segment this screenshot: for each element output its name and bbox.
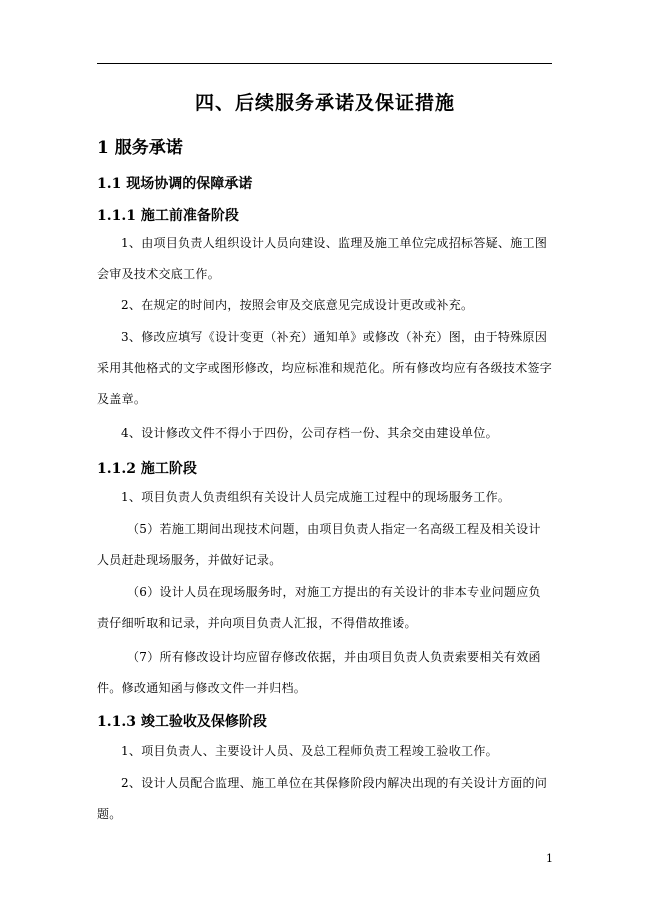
heading-1-1-2: 1.1.2 施工阶段 (97, 461, 197, 477)
paragraph: 4、设计修改文件不得小于四份，公司存档一份、其余交由建设单位。 (121, 426, 498, 440)
paragraph: 2、设计人员配合监理、施工单位在其保修阶段内解决出现的有关设计方面的问题。 (97, 776, 548, 821)
paragraph: 1、项目负责人、主要设计人员、及总工程师负责工程竣工验收工作。 (121, 744, 498, 758)
heading-service-commitment: 1 服务承诺 (97, 138, 183, 158)
paragraph: （5）若施工期间出现技术问题，由项目负责人指定一名高级工程及相关设计人员赶赴现场服务，并做好记录。 (97, 522, 541, 567)
document-title: 四、后续服务承诺及保证措施 (194, 92, 455, 114)
paragraph: 2、在规定的时间内，按照会审及交底意见完成设计更改或补充。 (121, 298, 474, 312)
page-number: 1 (546, 852, 553, 865)
paragraph: （7）所有修改设计均应留存修改依据，并由项目负责人负责索要相关有效函件。修改通知函与修改文件一并归档。 (97, 650, 541, 695)
heading-1-1: 1.1 现场协调的保障承诺 (97, 176, 253, 192)
heading-1-1-1: 1.1.1 施工前准备阶段 (97, 208, 239, 224)
paragraph: 1、项目负责人负责组织有关设计人员完成施工过程中的现场服务工作。 (121, 490, 511, 504)
paragraph: 3、修改应填写《设计变更（补充）通知单》或修改（补充）图，由于特殊原因采用其他格式的文字或图形修改，均应标准和规范化。所有修改均应有各级技术签字及盖章。 (97, 330, 553, 406)
paragraph: （6）设计人员在现场服务时，对施工方提出的有关设计的非本专业问题应负责仔细听取和记录，并向项目负责人汇报，不得借故推诿。 (97, 585, 541, 630)
heading-1-1-3: 1.1.3 竣工验收及保修阶段 (97, 714, 267, 730)
paragraph: 1、由项目负责人组织设计人员向建设、监理及施工单位完成招标答疑、施工图会审及技术交底工作。 (97, 236, 548, 281)
header-rule (97, 63, 552, 64)
